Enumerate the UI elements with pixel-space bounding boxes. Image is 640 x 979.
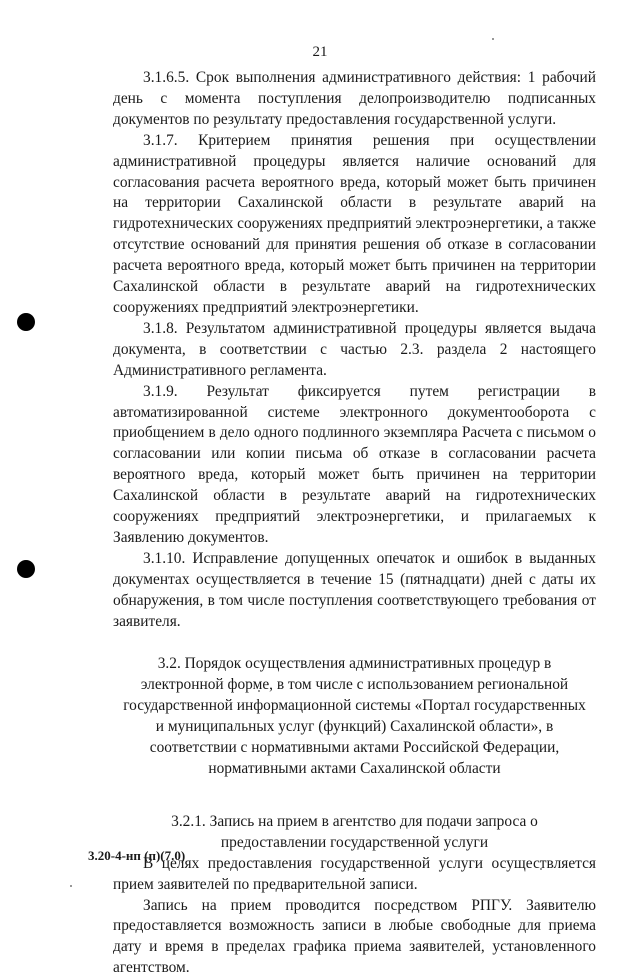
document-body [113, 68, 596, 979]
page-number: 21 [312, 44, 328, 60]
paragraph-3-1-6-5: 3.1.6.5. Срок выполнения административного действия: 1 рабочий день с момента поступления делопроизводителю подписанных документов по результату предоставления государственной услуги. [113, 69, 596, 128]
paragraph-3-1-10: 3.1.10. Исправление допущенных опечаток и ошибок в выданных документах осуществляется в течение 15 (пятнадцати) дней с даты их обнаружения, в том числе поступления соответствующего требования от заявителя. [113, 549, 596, 630]
scan-speck [492, 38, 494, 40]
paragraph-appointment-purpose: В целях предоставления государственной услуги осуществляется прием заявителей по предварительной записи. [113, 854, 596, 893]
section-heading-3-2: 3.2. Порядок осуществления административных процедур в электронной форме, в том числе с использованием региональной государственной информационной системы «Портал государственных и муниципальных услуг (функций) Сахалинской области», в соответствии с нормативными актами Российской Федерации, нормативными актами Сахалинской области [123, 655, 586, 777]
document-code-footer: 3.20-4-нп (п)(7.0) [88, 848, 186, 863]
paragraph-3-1-8: 3.1.8. Результатом административной процедуры является выдача документа, в соответствии с частью 2.3. раздела 2 настоящего Административного регламента. [113, 319, 596, 379]
scan-speck [70, 885, 72, 887]
punch-hole-top [17, 313, 35, 331]
paragraph-3-1-9: 3.1.9. Результат фиксируется путем регистрации в автоматизированной системе электронного документооборота с приобщением в дело одного подлинного экземпляра Расчета с письмом о согласовании или копии письма об отказе в согласовании расчета вероятного вреда, который может быть причинен на территории Сахалинской области в результате аварий на гидротехнических сооружениях предприятий электроэнергетики, и прилагаемых к Заявлению документов. [113, 382, 596, 546]
paragraph-appointment-method: Запись на прием проводится посредством РПГУ. Заявителю предоставляется возможность записи в любые свободные для приема дату и время в пределах графика приема заявителей, установленного агентством. [113, 896, 596, 977]
punch-hole-bottom [17, 560, 35, 578]
paragraph-3-1-7: 3.1.7. Критерием принятия решения при осуществлении административной процедуры является наличие оснований для согласования расчета вероятного вреда, который может быть причинен на территории Сахалинской области в результате аварий на гидротехнических сооружениях предприятий электроэнергетики, а также отсутствие оснований для принятия решения об отказе в согласовании расчета вероятного вреда, который может быть причинен на территории Сахалинской области в результате аварий на гидротехнических сооружениях предприятий электроэнергетики. [113, 131, 596, 316]
subsection-heading-3-2-1: 3.2.1. Запись на прием в агентство для подачи запроса о предоставлении государственной услуги [171, 812, 538, 851]
